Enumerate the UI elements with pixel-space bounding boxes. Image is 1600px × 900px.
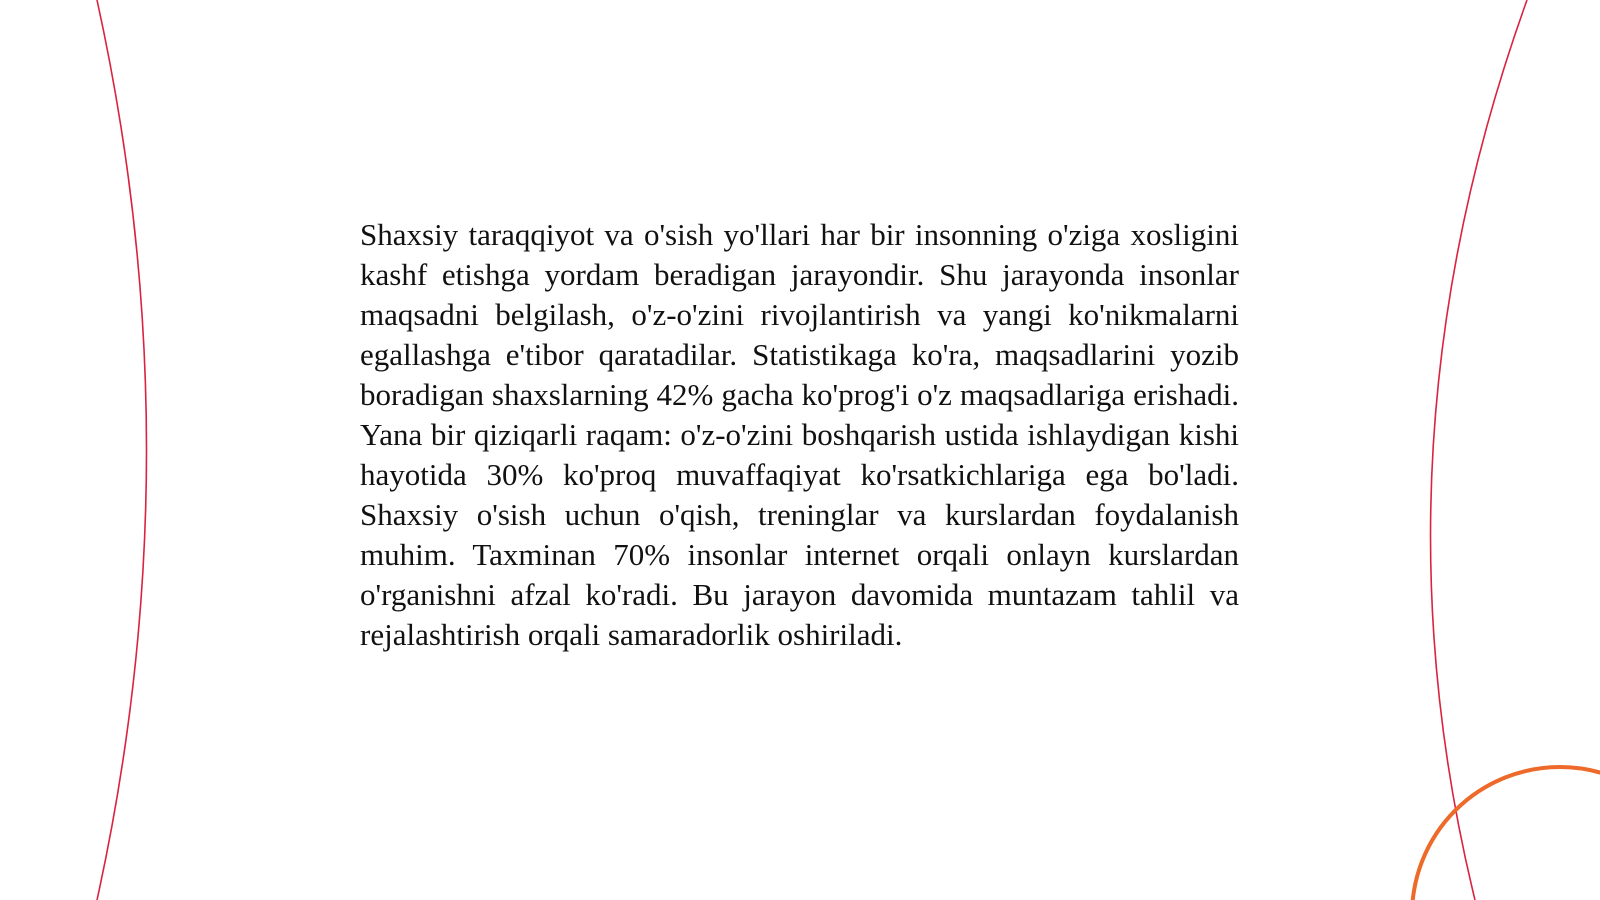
orange-accent-arc <box>1412 767 1600 900</box>
right-curve-line <box>1431 0 1527 900</box>
left-curve-line <box>97 0 147 900</box>
body-paragraph: Shaxsiy taraqqiyot va o'sish yo'llari har bir insonning o'ziga xosligini kashf etishga yordam beradigan jarayondir. Shu jarayonda insonlar maqsadni belgilash, o'z-o'zini rivojlantirish va yangi ko'nikmalarni egallashga e'tibor qaratadilar. Statistikaga ko'ra, maqsadlarini yozib boradigan shaxslarning 42% gacha ko'prog'i o'z maqsadlariga erishadi. Yana bir qiziqarli raqam: o'z-o'zini boshqarish ustida ishlaydigan kishi hayotida 30% ko'proq muvaffaqiyat ko'rsatkichlariga ega bo'ladi. Shaxsiy o'sish uchun o'qish, treninglar va kurslardan foydalanish muhim. Taxminan 70% insonlar internet orqali onlayn kurslardan o'rganishni afzal ko'radi. Bu jarayon davomida muntazam tahlil va rejalashtirish orqali samaradorlik oshiriladi. <box>360 217 1239 652</box>
